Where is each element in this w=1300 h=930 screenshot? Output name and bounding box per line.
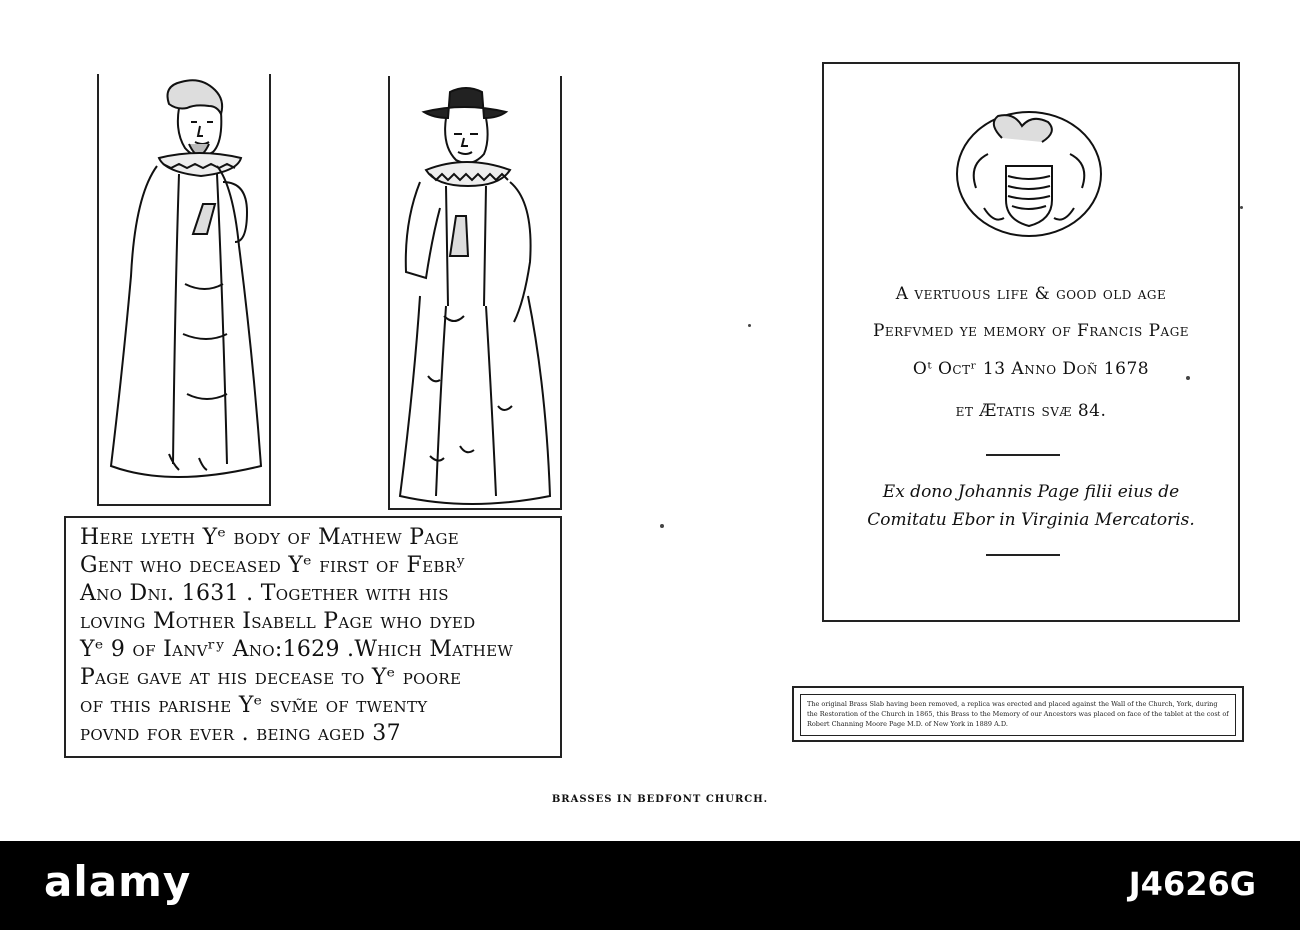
inscription-line: Here lyeth Yᵉ body of Mathew Page <box>80 525 460 550</box>
tablet-divider <box>986 454 1060 456</box>
print-speck <box>1240 206 1243 209</box>
inscription-line: Page gave at his decease to Yᵉ poore <box>80 665 462 690</box>
tablet-line: Oᵗ Octʳ 13 Anno Doñ 1678 <box>912 359 1150 379</box>
print-speck <box>1186 376 1190 380</box>
tablet-line: et Ætatis svæ 84. <box>955 401 1107 421</box>
tablet-line: A vertuous life & good old age <box>895 284 1167 304</box>
plaque-note <box>792 686 1244 742</box>
plaque-note-text: The original Brass Slab having been removed, a replica was erected and placed against the Wall of the Church, York, during the Restoration of the Church in 1865, this Brass to the Memory of our Ancestors was placed on face of the tablet at the cost of Robert Channing Moore Page M.D. of New York in 1889 A.D. <box>800 694 1236 736</box>
coat-of-arms-icon <box>954 108 1104 240</box>
print-speck <box>660 524 664 528</box>
inscription-line: loving Mother Isabell Page who dyed <box>80 609 476 634</box>
inscription-line: Gent who deceased Yᵉ first of Febrʸ <box>80 553 466 578</box>
print-speck <box>748 324 751 327</box>
inscription-line: Yᵉ 9 of Ianvʳʸ Ano:1629 .Which Mathew <box>80 637 514 662</box>
stock-image-id: J4626G <box>1128 865 1256 903</box>
tablet-line: Perfvmed ye memory of Francis Page <box>872 321 1190 341</box>
stock-photo-bar <box>0 841 1300 930</box>
tablet-latin-line: Ex dono Johannis Page filii eius de <box>882 482 1180 502</box>
alamy-logo: alamy <box>44 857 192 906</box>
matthew-page-inscription <box>64 516 562 758</box>
francis-page-memorial-tablet <box>822 62 1240 622</box>
inscription-line: povnd for ever . being aged 37 <box>80 721 401 746</box>
figure-caption: BRASSES IN BEDFONT CHURCH. <box>551 794 769 805</box>
matthew-page-figure-illustration <box>99 74 269 504</box>
tablet-latin-line: Comitatu Ebor in Virginia Mercatoris. <box>867 510 1195 530</box>
matthew-page-brass-panel <box>97 74 271 506</box>
tablet-divider <box>986 554 1060 556</box>
isabell-page-brass-panel <box>388 76 562 510</box>
inscription-line: of this parishe Yᵉ svm̃e of twenty <box>80 693 428 718</box>
isabell-page-figure-illustration <box>390 76 560 508</box>
inscription-line: Ano Dni. 1631 . Together with his <box>80 581 449 606</box>
